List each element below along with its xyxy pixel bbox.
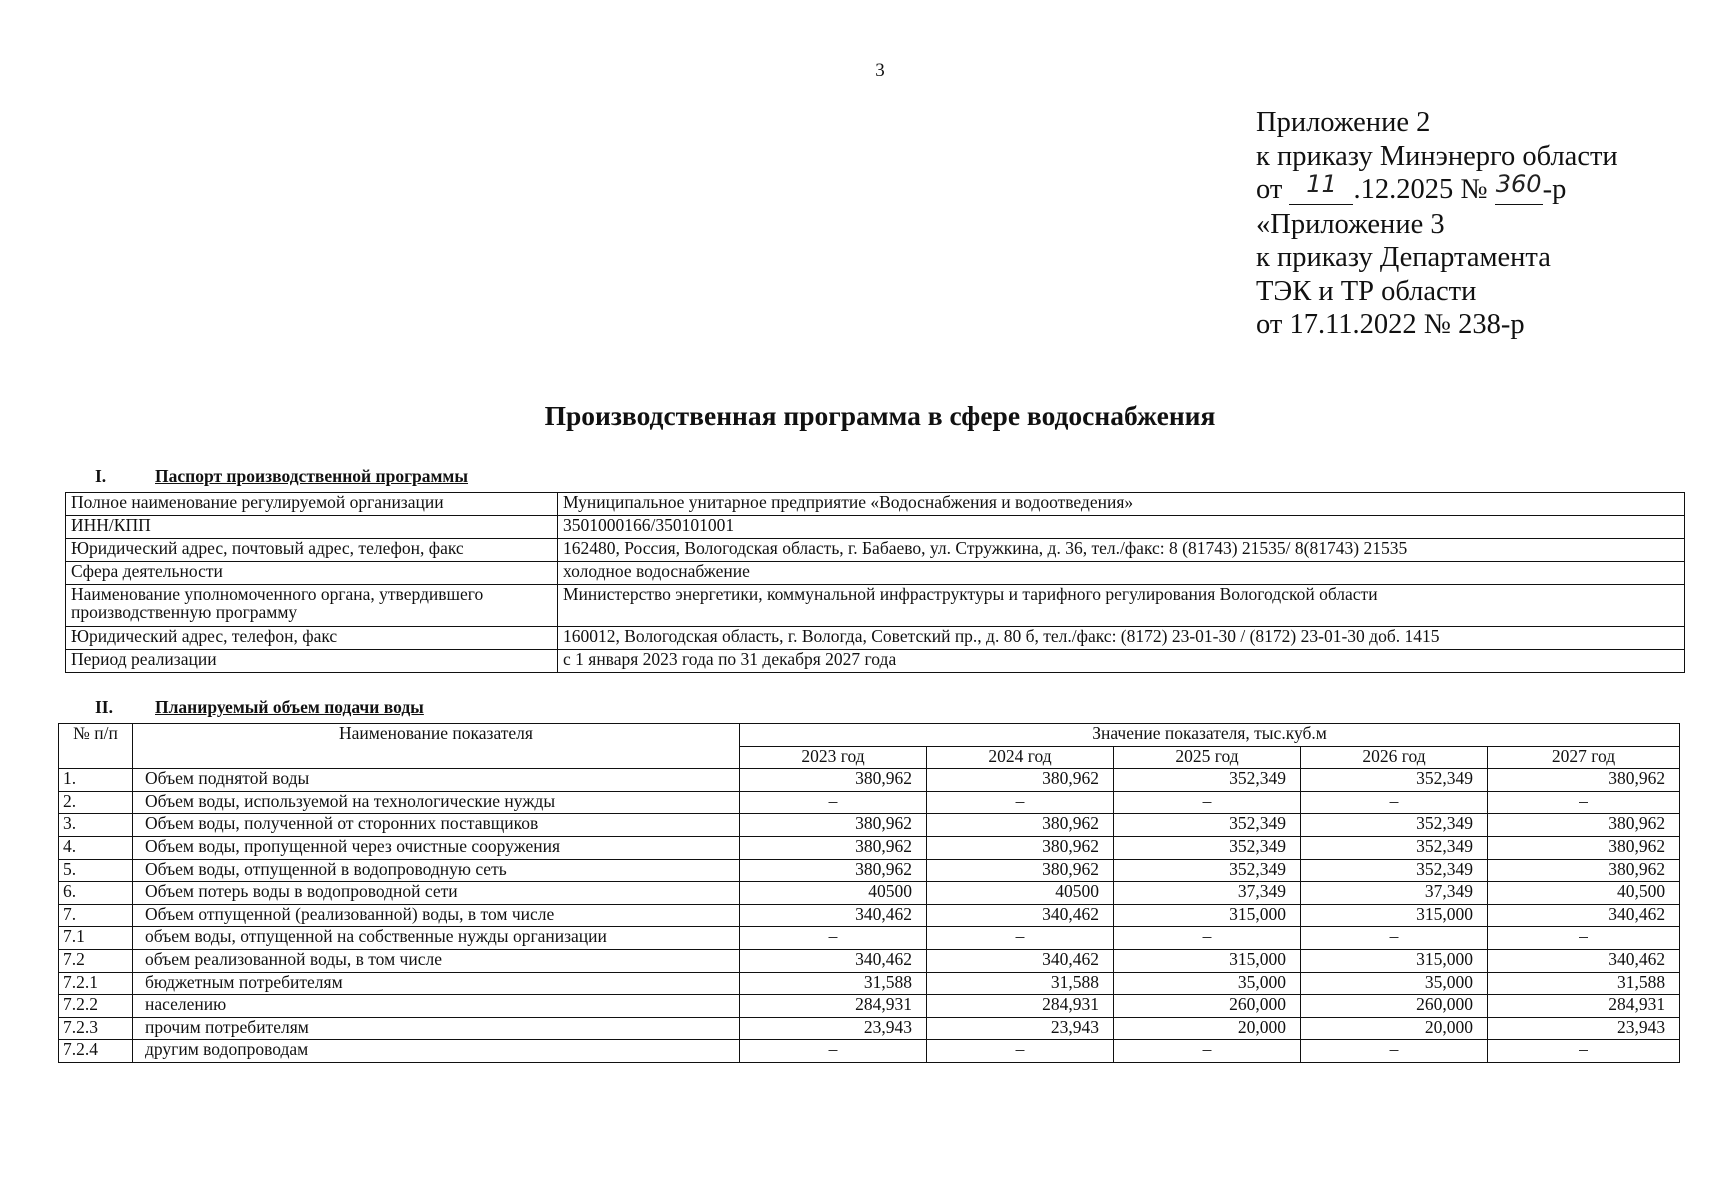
value-cell: 352,349 [1301, 814, 1488, 837]
row-number: 4. [59, 836, 133, 859]
value-cell: 380,962 [927, 814, 1114, 837]
document-title: Производственная программа в сфере водоснабжения [544, 400, 1216, 431]
handwritten-day [1289, 170, 1353, 208]
appendix-block [1256, 106, 1618, 342]
row-number: 7.2.4 [59, 1040, 133, 1063]
table-row [66, 585, 1685, 627]
value-cell: 352,349 [1301, 859, 1488, 882]
table-row [66, 650, 1685, 673]
value-cell: 352,349 [1301, 836, 1488, 859]
value-cell: 380,962 [740, 859, 927, 882]
water-volume-body [59, 769, 1680, 1063]
table-row [59, 814, 1680, 837]
value-cell: 380,962 [927, 859, 1114, 882]
passport-table [65, 492, 1685, 673]
table-row [59, 927, 1680, 950]
appendix-from: от [1256, 174, 1283, 205]
indicator-name: объем реализованной воды, в том числе [133, 949, 740, 972]
table-row [66, 493, 1685, 516]
row-number: 2. [59, 791, 133, 814]
appendix-line: «Приложение 3 [1256, 208, 1445, 240]
table-row [59, 882, 1680, 905]
row-number: 3. [59, 814, 133, 837]
passport-label: Сфера деятельности [66, 562, 558, 585]
row-number: 1. [59, 769, 133, 792]
col-header-values: Значение показателя, тыс.куб.м [740, 724, 1680, 747]
table-header-row [59, 724, 1680, 747]
value-cell: 340,462 [1488, 904, 1680, 927]
value-cell: 380,962 [740, 836, 927, 859]
row-number: 7.2.3 [59, 1017, 133, 1040]
page-number: 3 [875, 60, 885, 81]
col-header-year: 2023 год [740, 746, 927, 769]
value-cell: 40500 [740, 882, 927, 905]
value-cell: 380,962 [927, 836, 1114, 859]
passport-value: Министерство энергетики, коммунальной инфраструктуры и тарифного регулирования Вологодской области [558, 585, 1685, 627]
value-cell: 380,962 [1488, 814, 1680, 837]
table-row [59, 859, 1680, 882]
value-cell: 40500 [927, 882, 1114, 905]
indicator-name: Объем потерь воды в водопроводной сети [133, 882, 740, 905]
value-cell: – [927, 791, 1114, 814]
value-cell: – [1301, 1040, 1488, 1063]
value-cell: – [927, 1040, 1114, 1063]
table-row [59, 995, 1680, 1018]
value-cell: 35,000 [1301, 972, 1488, 995]
indicator-name: Объем воды, полученной от сторонних поставщиков [133, 814, 740, 837]
table-row [59, 791, 1680, 814]
water-volume-table [58, 723, 1680, 1063]
appendix-line: к приказу Минэнерго области [1256, 140, 1618, 172]
value-cell: 23,943 [740, 1017, 927, 1040]
appendix-order-suffix: -р [1542, 174, 1567, 205]
value-cell: 284,931 [1488, 995, 1680, 1018]
col-header-year: 2027 год [1488, 746, 1680, 769]
indicator-name: Объем воды, пропущенной через очистные сооружения [133, 836, 740, 859]
value-cell: 380,962 [927, 769, 1114, 792]
value-cell: – [740, 927, 927, 950]
row-number: 7.1 [59, 927, 133, 950]
appendix-line: от 17.11.2022 № 238-р [1256, 309, 1525, 340]
value-cell: – [1114, 1040, 1301, 1063]
value-cell: 380,962 [740, 769, 927, 792]
section-2-heading [95, 697, 424, 718]
value-cell: 352,349 [1114, 814, 1301, 837]
value-cell: – [1488, 927, 1680, 950]
value-cell: 380,962 [1488, 769, 1680, 792]
passport-value: 160012, Вологодская область, г. Вологда, Советский пр., д. 80 б, тел./факс: (8172) 23-01-30 / (8172) 23-01-30 доб. 1415 [558, 627, 1685, 650]
value-cell: 340,462 [1488, 949, 1680, 972]
value-cell: – [1301, 927, 1488, 950]
indicator-name: прочим потребителям [133, 1017, 740, 1040]
value-cell: 352,349 [1301, 769, 1488, 792]
passport-label: Юридический адрес, телефон, факс [66, 627, 558, 650]
table-row [59, 904, 1680, 927]
value-cell: – [1114, 927, 1301, 950]
indicator-name: Объем воды, отпущенной в водопроводную сеть [133, 859, 740, 882]
passport-label: Юридический адрес, почтовый адрес, телефон, факс [66, 539, 558, 562]
appendix-date-suffix: .12.2025 № [1353, 174, 1488, 205]
table-row [59, 949, 1680, 972]
table-row [59, 972, 1680, 995]
value-cell: 31,588 [927, 972, 1114, 995]
col-header-year: 2026 год [1301, 746, 1488, 769]
table-row [66, 627, 1685, 650]
passport-value: с 1 января 2023 года по 31 декабря 2027 года [558, 650, 1685, 673]
section-2-number: II. [95, 697, 113, 717]
value-cell: 31,588 [740, 972, 927, 995]
indicator-name: Объем поднятой воды [133, 769, 740, 792]
table-row [59, 836, 1680, 859]
handwritten-day-value: 11 [1306, 170, 1337, 198]
value-cell: – [927, 927, 1114, 950]
row-number: 6. [59, 882, 133, 905]
value-cell: 380,962 [1488, 836, 1680, 859]
value-cell: 260,000 [1301, 995, 1488, 1018]
section-1-number: I. [95, 466, 107, 486]
col-header-name: Наименование показателя [133, 724, 740, 769]
indicator-name: Объем отпущенной (реализованной) воды, в том числе [133, 904, 740, 927]
passport-label: ИНН/КПП [66, 516, 558, 539]
value-cell: 380,962 [740, 814, 927, 837]
indicator-name: объем воды, отпущенной на собственные нужды организации [133, 927, 740, 950]
table-row [66, 562, 1685, 585]
table-row [66, 539, 1685, 562]
table-row [59, 1040, 1680, 1063]
appendix-line: Приложение 2 [1256, 107, 1431, 138]
appendix-line: ТЭК и ТР области [1256, 275, 1477, 307]
value-cell: – [740, 1040, 927, 1063]
value-cell: 315,000 [1301, 904, 1488, 927]
section-1-title: Паспорт производственной программы [155, 466, 469, 486]
value-cell: 352,349 [1114, 859, 1301, 882]
indicator-name: Объем воды, используемой на технологические нужды [133, 791, 740, 814]
handwritten-order-number [1495, 170, 1543, 208]
col-header-number: № п/п [59, 724, 133, 769]
value-cell: 352,349 [1114, 769, 1301, 792]
value-cell: 284,931 [740, 995, 927, 1018]
value-cell: 23,943 [927, 1017, 1114, 1040]
section-2-title: Планируемый объем подачи воды [155, 697, 424, 717]
value-cell: 284,931 [927, 995, 1114, 1018]
table-row [66, 516, 1685, 539]
table-row [59, 1017, 1680, 1040]
section-1-heading [95, 466, 468, 487]
passport-value: Муниципальное унитарное предприятие «Водоснабжения и водоотведения» [558, 493, 1685, 516]
appendix-line: к приказу Департамента [1256, 242, 1551, 273]
value-cell: – [1301, 791, 1488, 814]
value-cell: 352,349 [1114, 836, 1301, 859]
indicator-name: населению [133, 995, 740, 1018]
value-cell: 380,962 [1488, 859, 1680, 882]
row-number: 7.2.2 [59, 995, 133, 1018]
appendix-date-line [1256, 170, 1618, 208]
row-number: 7.2 [59, 949, 133, 972]
value-cell: – [740, 791, 927, 814]
col-header-year: 2024 год [927, 746, 1114, 769]
value-cell: 340,462 [740, 949, 927, 972]
passport-value: холодное водоснабжение [558, 562, 1685, 585]
passport-value: 3501000166/350101001 [558, 516, 1685, 539]
indicator-name: бюджетным потребителям [133, 972, 740, 995]
value-cell: 340,462 [927, 904, 1114, 927]
value-cell: – [1488, 791, 1680, 814]
value-cell: 31,588 [1488, 972, 1680, 995]
row-number: 5. [59, 859, 133, 882]
table-row [59, 769, 1680, 792]
value-cell: 340,462 [927, 949, 1114, 972]
passport-label: Наименование уполномоченного органа, утвердившего производственную программу [66, 585, 558, 627]
value-cell: 37,349 [1114, 882, 1301, 905]
value-cell: 35,000 [1114, 972, 1301, 995]
value-cell: 315,000 [1114, 904, 1301, 927]
indicator-name: другим водопроводам [133, 1040, 740, 1063]
value-cell: 37,349 [1301, 882, 1488, 905]
value-cell: – [1488, 1040, 1680, 1063]
value-cell: 315,000 [1301, 949, 1488, 972]
col-header-year: 2025 год [1114, 746, 1301, 769]
passport-label: Период реализации [66, 650, 558, 673]
row-number: 7. [59, 904, 133, 927]
value-cell: 315,000 [1114, 949, 1301, 972]
value-cell: – [1114, 791, 1301, 814]
value-cell: 40,500 [1488, 882, 1680, 905]
value-cell: 340,462 [740, 904, 927, 927]
value-cell: 20,000 [1301, 1017, 1488, 1040]
value-cell: 20,000 [1114, 1017, 1301, 1040]
passport-label: Полное наименование регулируемой организации [66, 493, 558, 516]
passport-value: 162480, Россия, Вологодская область, г. Бабаево, ул. Стружкина, д. 36, тел./факс: 8 (81743) 21535/ 8(81743) 21535 [558, 539, 1685, 562]
handwritten-order-value: 360 [1495, 170, 1542, 198]
value-cell: 260,000 [1114, 995, 1301, 1018]
value-cell: 23,943 [1488, 1017, 1680, 1040]
row-number: 7.2.1 [59, 972, 133, 995]
